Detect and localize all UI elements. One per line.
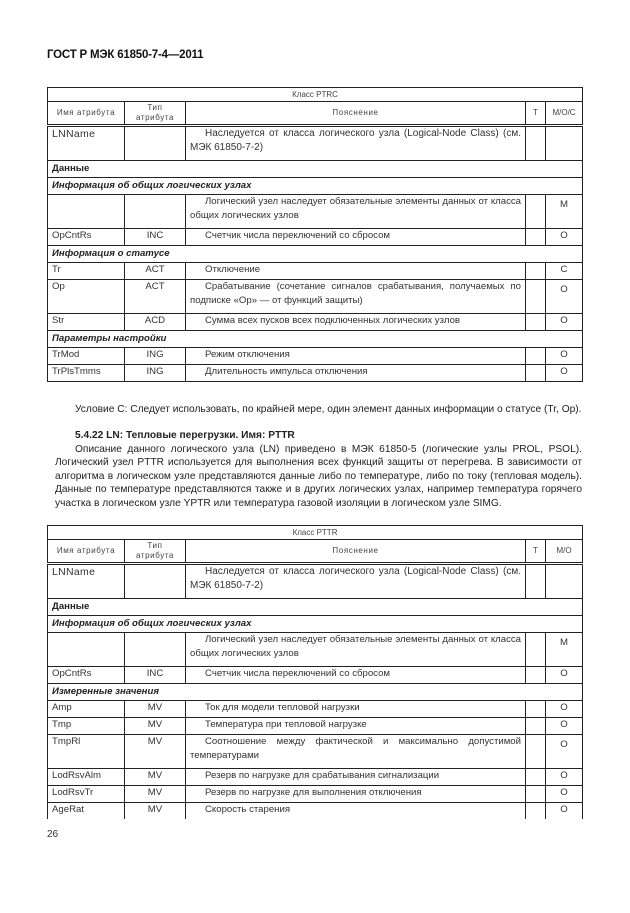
description-cell [186,280,526,314]
table-row [48,786,583,803]
mandatory-optional-cell: O [546,718,583,735]
t-cell [526,365,546,382]
subsection-row [48,178,583,195]
table-row [48,769,583,786]
attribute-name-cell: OpCntRs [48,229,125,246]
table-header-row [48,540,583,564]
column-header-name: Имя атрибута [48,102,125,126]
description-text: Описание данного логического узла (LN) приведено в МЭК 61850-5 (логические узлы PROL, PSOL). Логический узел PTTR используется для выполнения всех функций защиты от перегрева. В зависимости от алгоритма в логическом узле представляются данные либо по температуре, либо по току (тепловая модель). Данные по температуре представляются также и в других логических узлах, например температура горячего участка в логическом узле YPTR или температура газовой изоляции в логическом узле SIMG. [55,444,582,509]
t-cell [526,229,546,246]
description-cell [186,803,526,820]
mandatory-optional-cell: O [546,667,583,684]
attribute-type-cell: ING [125,348,186,365]
attribute-name-cell: LodRsvTr [48,786,125,803]
section-row [48,161,583,178]
table-row [48,803,583,820]
attribute-name-cell: TmpRl [48,735,125,769]
description-text: Резерв по нагрузке для срабатывания сигнализации [205,770,440,781]
subsection-row [48,616,583,633]
attribute-type-cell: ACD [125,314,186,331]
description-text: Соотношение между фактической и максимально допустимой температурами [190,736,521,761]
section-label: Информация об общих логических узлах [48,616,583,633]
description-text: Логический узел наследует обязательные элементы данных от класса общих логических узлов [190,196,521,221]
attribute-name-cell: LNName [48,564,125,599]
mandatory-optional-cell: O [546,229,583,246]
column-header-moc: М/О/С [546,102,583,126]
table-row [48,718,583,735]
page-number: 26 [47,829,59,840]
description-text: Отключение [205,264,261,275]
section-label: Данные [48,161,583,178]
mandatory-optional-cell: O [546,701,583,718]
table-row [48,667,583,684]
table-pttr [47,525,583,819]
condition-text: Условие С: Следует использовать, по крайней мере, один элемент данных информации о статусе (Tr, Op). [75,404,582,415]
t-cell [526,769,546,786]
table-row [48,195,583,229]
description-cell [186,786,526,803]
mandatory-optional-cell: O [546,365,583,382]
attribute-type-cell: MV [125,718,186,735]
attribute-name-cell [48,633,125,667]
description-cell [186,126,526,161]
column-header-t: Т [526,102,546,126]
table-row [48,735,583,769]
attribute-name-cell: LNName [48,126,125,161]
mandatory-optional-cell [546,126,583,161]
table-row [48,280,583,314]
table-row [48,229,583,246]
description-text: Наследуется от класса логического узла (Logical-Node Class) (см. МЭК 61850-7-2) [190,566,521,591]
attribute-name-cell [48,195,125,229]
description-cell [186,365,526,382]
document-header: ГОСТ Р МЭК 61850-7-4—2011 [47,49,204,61]
t-cell [526,564,546,599]
column-header-type: Тип атрибута [125,102,186,126]
attribute-type-cell [125,633,186,667]
description-text: Длительность импульса отключения [205,366,368,377]
description-text: Логический узел наследует обязательные элементы данных от класса общих логических узлов [190,634,521,659]
table-title-row [48,526,583,540]
description-cell [186,718,526,735]
section-label: Информация о статусе [48,246,583,263]
subsection-row [48,331,583,348]
section-title-text: 5.4.22 LN: Тепловые перегрузки. Имя: PTTR [75,430,295,441]
column-header-t: Т [526,540,546,564]
attribute-name-cell: AgeRat [48,803,125,820]
description-cell [186,348,526,365]
t-cell [526,786,546,803]
description-cell [186,701,526,718]
attribute-type-cell: INC [125,667,186,684]
table-row [48,263,583,280]
attribute-type-cell: ACT [125,263,186,280]
description-text: Режим отключения [205,349,290,360]
description-text: Счетчик числа переключений со сбросом [205,230,391,241]
attribute-type-cell: MV [125,786,186,803]
column-header-description: Пояснение [186,102,526,126]
table-ptrc [47,87,583,382]
description-cell [186,229,526,246]
attribute-name-cell: Tmp [48,718,125,735]
t-cell [526,701,546,718]
description-text: Скорость старения [205,804,291,815]
description-paragraph [55,443,582,510]
t-cell [526,314,546,331]
section-heading [55,429,582,442]
t-cell [526,718,546,735]
t-cell [526,348,546,365]
subsection-row [48,684,583,701]
description-cell [186,314,526,331]
description-text: Сумма всех пусков всех подключенных логических узлов [205,315,461,326]
attribute-type-cell: ACT [125,280,186,314]
section-label: Информация об общих логических узлах [48,178,583,195]
description-text: Резерв по нагрузке для выполнения отключения [205,787,422,798]
attribute-type-cell [125,195,186,229]
description-text: Температура при тепловой нагрузке [205,719,367,730]
attribute-type-cell: INC [125,229,186,246]
description-text: Срабатывание (сочетание сигналов срабатывания, получаемых по подписке «Op» — от функций защиты) [190,281,521,306]
description-cell [186,633,526,667]
t-cell [526,126,546,161]
table-row [48,564,583,599]
table-body [48,126,583,382]
description-text: Ток для модели тепловой нагрузки [205,702,360,713]
attribute-name-cell: TrPlsTmms [48,365,125,382]
t-cell [526,667,546,684]
table-row [48,126,583,161]
description-cell [186,667,526,684]
description-cell [186,769,526,786]
attribute-type-cell: MV [125,701,186,718]
attribute-name-cell: Amp [48,701,125,718]
mandatory-optional-cell: O [546,786,583,803]
table-row [48,633,583,667]
attribute-type-cell: MV [125,735,186,769]
description-cell [186,263,526,280]
table-header-row [48,102,583,126]
section-label: Данные [48,599,583,616]
mandatory-optional-cell: O [546,735,583,769]
mandatory-optional-cell: M [546,633,583,667]
table-body [48,564,583,820]
mandatory-optional-cell: O [546,280,583,314]
column-header-name: Имя атрибута [48,540,125,564]
description-text: Счетчик числа переключений со сбросом [205,668,391,679]
description-cell [186,564,526,599]
t-cell [526,735,546,769]
mandatory-optional-cell: M [546,195,583,229]
attribute-name-cell: OpCntRs [48,667,125,684]
attribute-name-cell: LodRsvAlm [48,769,125,786]
mandatory-optional-cell: C [546,263,583,280]
subsection-row [48,246,583,263]
description-text: Наследуется от класса логического узла (Logical-Node Class) (см. МЭК 61850-7-2) [190,128,521,153]
attribute-type-cell [125,564,186,599]
table-row [48,314,583,331]
mandatory-optional-cell: O [546,314,583,331]
table-row [48,348,583,365]
t-cell [526,280,546,314]
mandatory-optional-cell [546,564,583,599]
attribute-name-cell: Op [48,280,125,314]
t-cell [526,263,546,280]
column-header-type: Тип атрибута [125,540,186,564]
column-header-description: Пояснение [186,540,526,564]
mandatory-optional-cell: O [546,769,583,786]
mandatory-optional-cell: O [546,348,583,365]
table-row [48,365,583,382]
attribute-type-cell [125,126,186,161]
attribute-name-cell: Tr [48,263,125,280]
table-title: Класс PTRC [48,88,583,102]
t-cell [526,633,546,667]
section-row [48,599,583,616]
section-label: Измеренные значения [48,684,583,701]
table-row [48,701,583,718]
t-cell [526,195,546,229]
attribute-type-cell: ING [125,365,186,382]
attribute-name-cell: TrMod [48,348,125,365]
attribute-name-cell: Str [48,314,125,331]
condition-paragraph [55,403,582,416]
attribute-type-cell: MV [125,769,186,786]
table-title: Класс PTTR [48,526,583,540]
t-cell [526,803,546,820]
attribute-type-cell: MV [125,803,186,820]
description-cell [186,735,526,769]
mandatory-optional-cell: O [546,803,583,820]
column-header-mo: М/О [546,540,583,564]
table-title-row [48,88,583,102]
section-label: Параметры настройки [48,331,583,348]
description-cell [186,195,526,229]
